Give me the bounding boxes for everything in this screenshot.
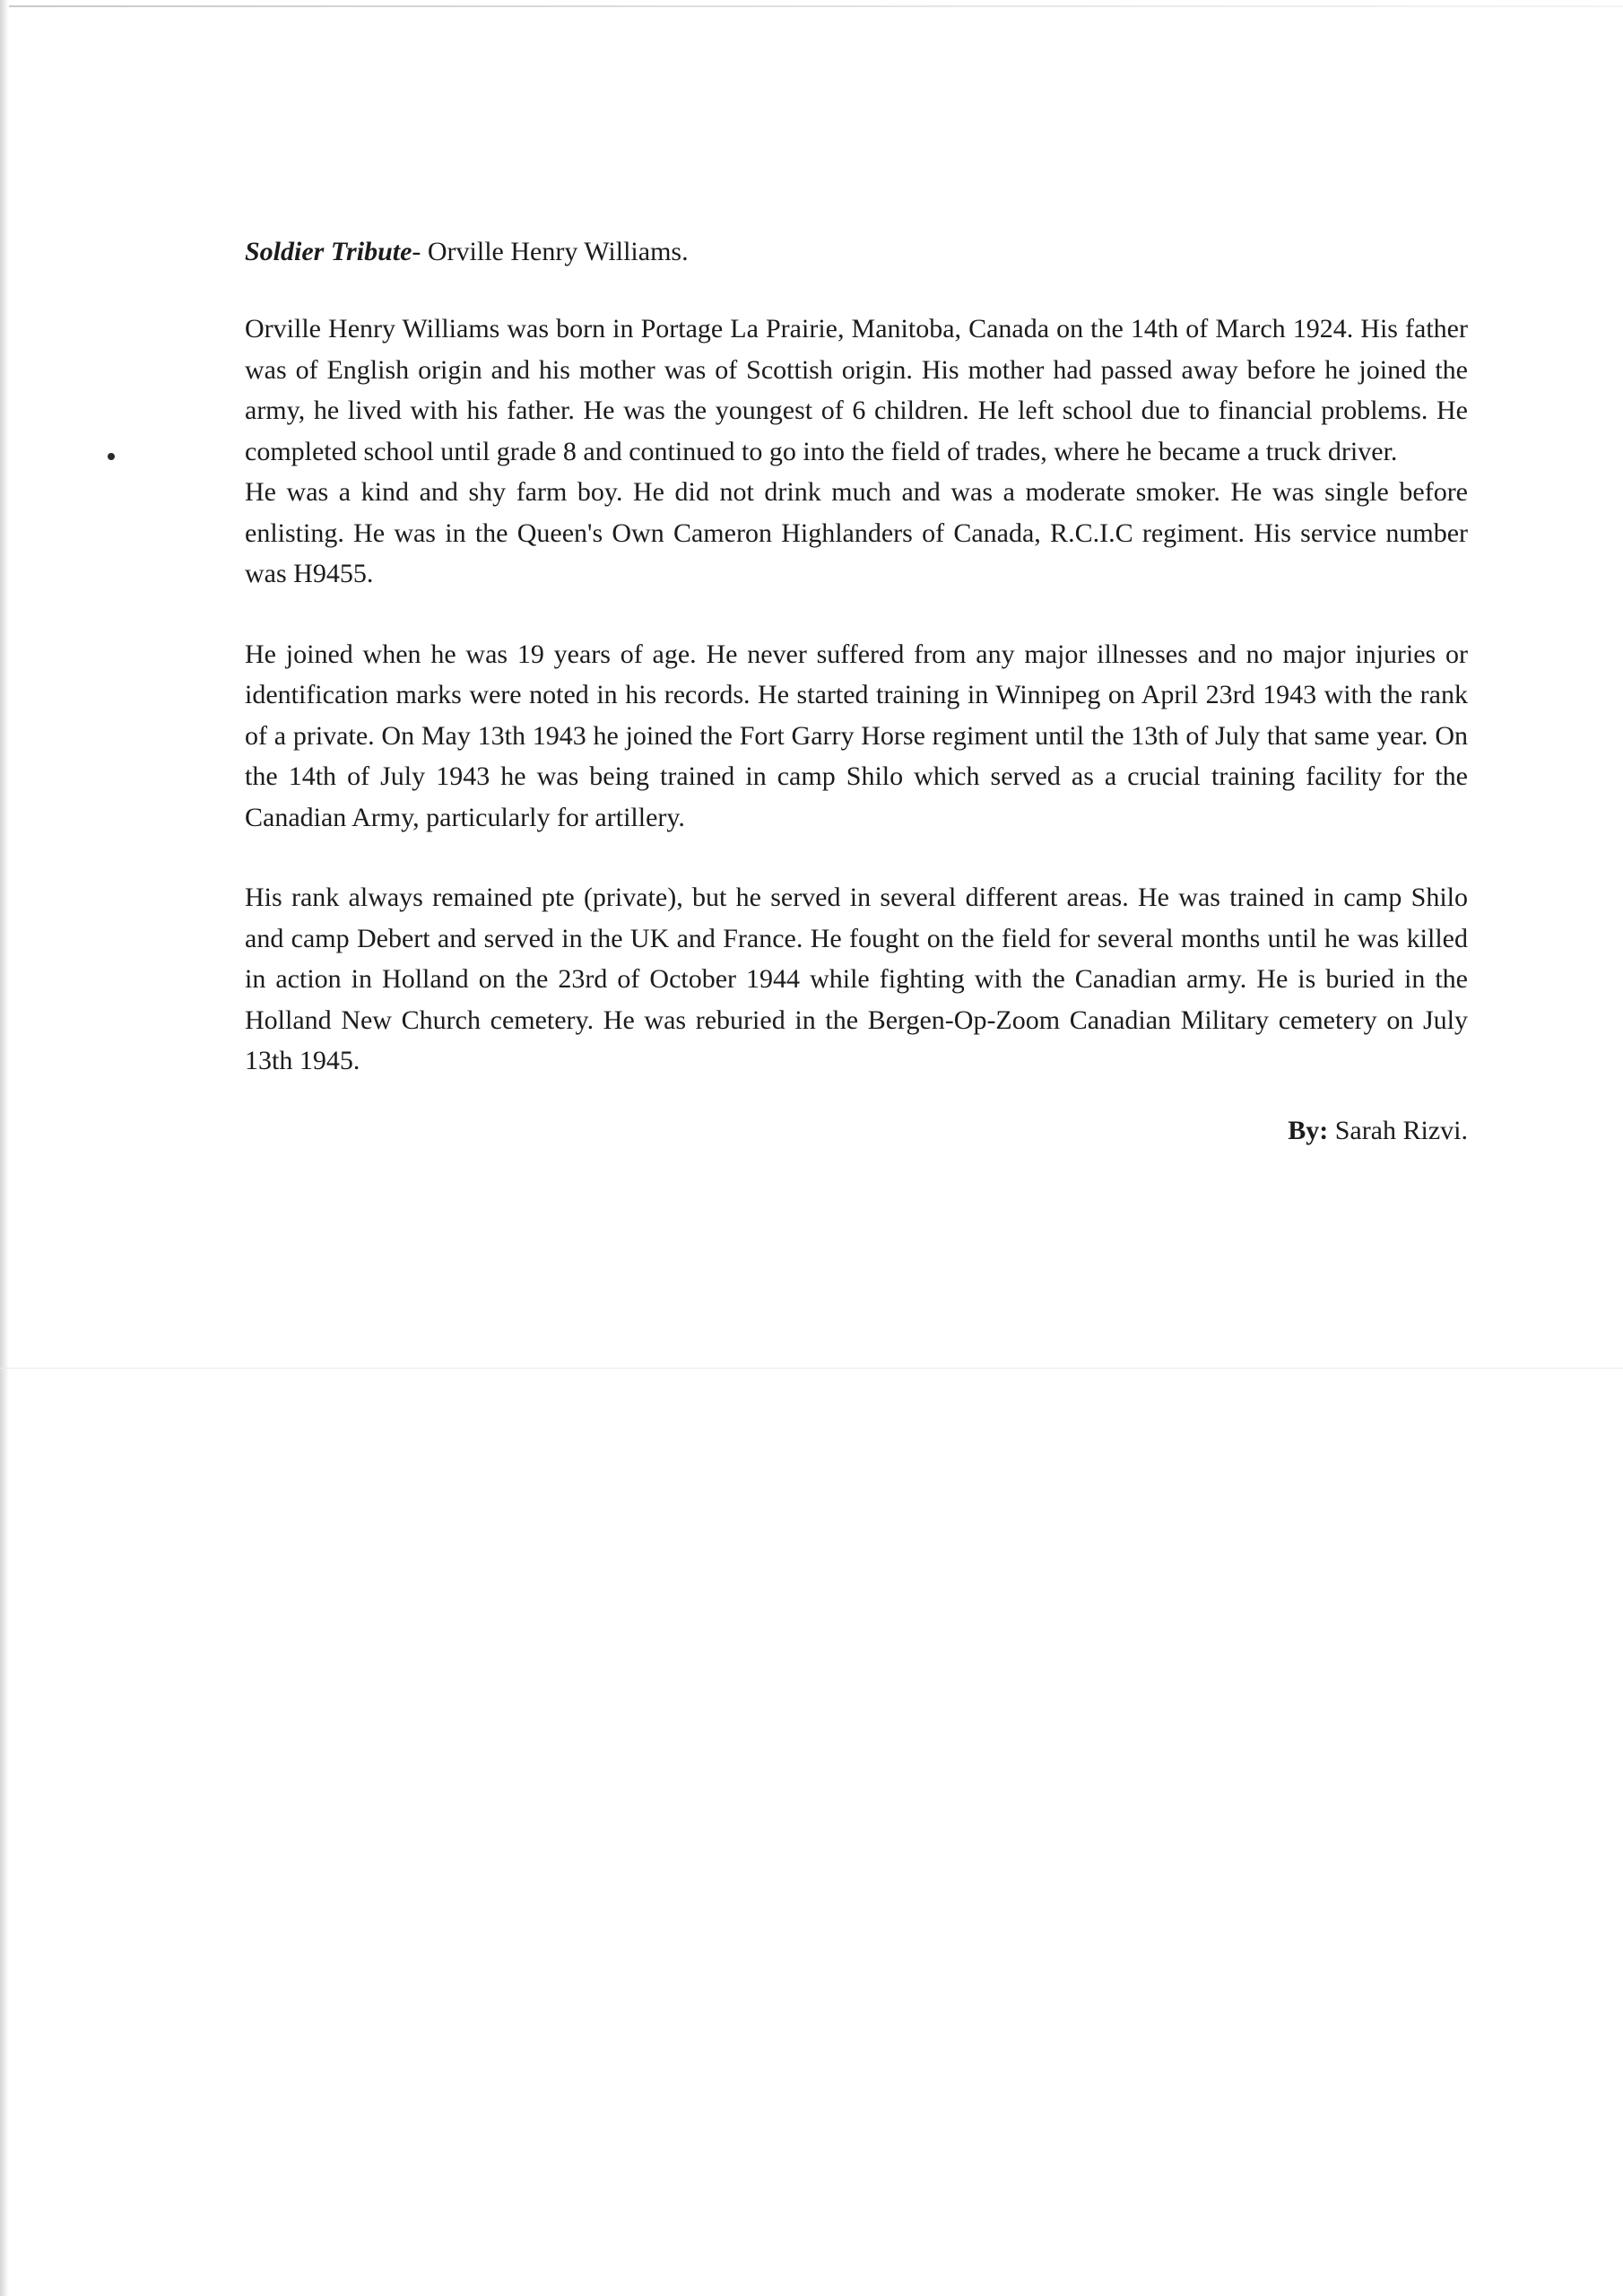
document-body: [245, 231, 1468, 1152]
paragraph-training: He joined when he was 19 years of age. He never suffered from any major illnesses and no major injuries or identification marks were noted in his records. He started training in Winnipeg on April 23rd 1943 with the rank of a private. On May 13th 1943 he joined the Fort Garry Horse regiment until the 13th of July that same year. On the 14th of July 1943 he was being trained in camp Shilo which served as a crucial training facility for the Canadian Army, particularly for artillery.: [245, 639, 1468, 832]
paragraph-service: His rank always remained pte (private), but he served in several different areas. He was trained in camp Shilo and camp Debert and served in the UK and France. He fought on the field for several months until he was killed in action in Holland on the 23rd of October 1944 while fighting with the Canadian army. He is buried in the Holland New Church cemetery. He was reburied in the Bergen-Op-Zoom Canadian Military cemetery on July 13th 1945.: [245, 883, 1468, 1075]
scan-edge-top: [0, 5, 1623, 7]
scan-edge-left: [0, 0, 9, 2296]
byline-label: By:: [1288, 1115, 1329, 1145]
byline: [245, 1110, 1468, 1152]
paragraph-birth: Orville Henry Williams was born in Portage La Prairie, Manitoba, Canada on the 14th of March 1924. His father was of English origin and his mother was of Scottish origin. His mother had passed away before he joined the army, he lived with his father. He was the youngest of 6 children. He left school due to financial problems. He completed school until grade 8 and continued to go into the field of trades, where he became a truck driver.: [245, 314, 1468, 466]
title-subject: - Orville Henry Williams.: [412, 237, 689, 266]
paragraph-gap: [245, 595, 1468, 634]
paragraph-character: He was a kind and shy farm boy. He did not drink much and was a moderate smoker. He was single before enlisting. He was in the Queen's Own Cameron Highlanders of Canada, R.C.I.C regiment. His service number was H9455.: [245, 477, 1468, 588]
scan-fold-line: [0, 1368, 1623, 1369]
paragraph-gap: [245, 838, 1468, 877]
byline-author: Sarah Rizvi.: [1334, 1115, 1468, 1145]
document-title: [245, 231, 1468, 273]
title-label: Soldier Tribute: [245, 237, 412, 266]
stray-ink-dot: [108, 453, 115, 460]
